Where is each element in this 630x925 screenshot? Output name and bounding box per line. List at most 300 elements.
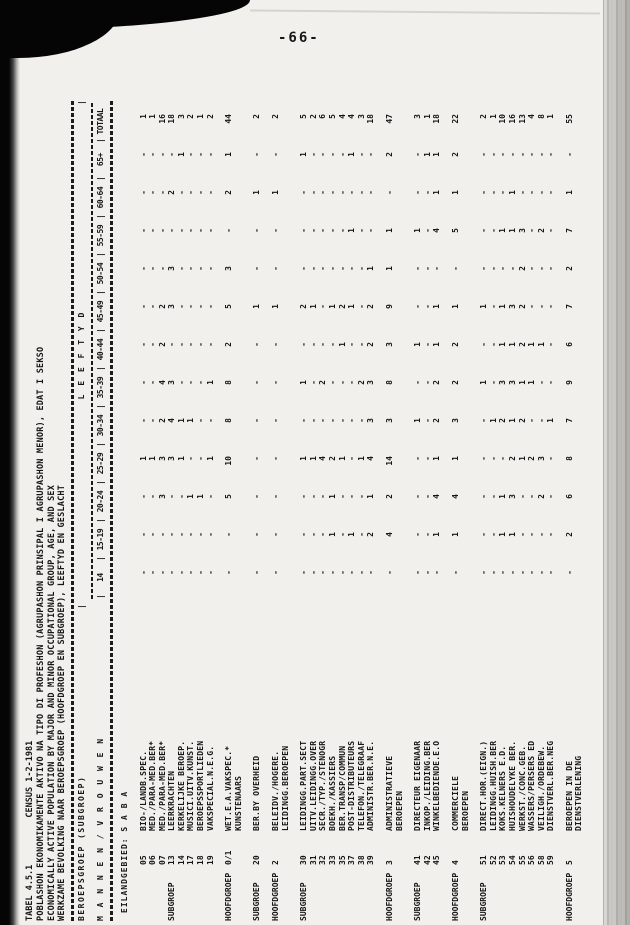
- cell-value: -: [488, 228, 498, 233]
- row-label: VEILIGH./ORDEBEW.: [536, 745, 546, 831]
- cell-value: -: [337, 532, 347, 537]
- page-curl-shadow-corner: [0, 0, 120, 58]
- row-group-prefix: [432, 865, 442, 921]
- cell-value: -: [271, 152, 281, 157]
- cell-value: -: [308, 190, 318, 195]
- cell-value: -: [536, 266, 546, 271]
- cell-value: 1: [299, 456, 309, 461]
- cell-value: 1: [432, 190, 442, 195]
- cell-value: -: [176, 190, 186, 195]
- cell-value: -: [337, 570, 347, 575]
- cell-value: 2: [517, 342, 527, 347]
- cell-value: 1: [507, 190, 517, 195]
- cell-value: -: [422, 418, 432, 423]
- cell-value: 1: [347, 532, 357, 537]
- cell-value: -: [205, 190, 215, 195]
- section-header: EILANDGEBIED: S A B A: [119, 790, 129, 913]
- column-divider: |: [95, 214, 105, 219]
- row-group-prefix: [527, 865, 537, 921]
- row-group-prefix: [347, 865, 357, 921]
- row-group-prefix: SUBGROEP: [167, 882, 177, 921]
- cell-value: -: [517, 532, 527, 537]
- table-row-label-continuation: [395, 101, 405, 921]
- cell-value: -: [527, 266, 537, 271]
- cell-value: 3: [507, 494, 517, 499]
- row-label: BIO-/LANDB.SPEC.: [138, 750, 148, 831]
- cell-value: -: [507, 570, 517, 575]
- cell-value: -: [252, 342, 262, 347]
- row-label: WINKELBEDIENDE.E.O: [432, 740, 442, 831]
- cell-value: -: [205, 570, 215, 575]
- cell-value: 4: [337, 114, 347, 119]
- cell-value: -: [205, 342, 215, 347]
- cell-value: -: [347, 190, 357, 195]
- cell-value: 1: [299, 380, 309, 385]
- cell-value: -: [347, 266, 357, 271]
- row-code: 59: [546, 855, 556, 865]
- cell-value: -: [527, 570, 537, 575]
- age-column-header: [95, 523, 107, 561]
- cell-value: 3: [167, 456, 177, 461]
- cell-value: -: [536, 570, 546, 575]
- age-column-header: [95, 143, 107, 181]
- cell-value: -: [252, 456, 262, 461]
- cell-value: -: [224, 532, 234, 537]
- cell-value: 3: [224, 266, 234, 271]
- cell-value: -: [271, 532, 281, 537]
- row-label: LEERKRACHTEN: [167, 770, 177, 831]
- cell-value: -: [138, 418, 148, 423]
- cell-value: -: [138, 342, 148, 347]
- table-row: [196, 101, 206, 921]
- cell-value: -: [186, 570, 196, 575]
- cell-value: 1: [507, 228, 517, 233]
- cell-value: 3: [167, 304, 177, 309]
- cell-value: 2: [498, 418, 508, 423]
- table-top-rule: [71, 101, 74, 921]
- cell-value: -: [205, 304, 215, 309]
- cell-value: -: [337, 152, 347, 157]
- cell-value: -: [546, 190, 556, 195]
- cell-value: -: [450, 266, 460, 271]
- cell-value: 10: [498, 114, 508, 124]
- cell-value: 8: [536, 114, 546, 119]
- cell-value: 1: [432, 152, 442, 157]
- cell-value: 1: [479, 304, 489, 309]
- cell-value: -: [337, 228, 347, 233]
- cell-value: -: [318, 494, 328, 499]
- cell-value: -: [252, 266, 262, 271]
- column-divider: |: [95, 290, 105, 295]
- cell-value: -: [479, 456, 489, 461]
- cell-value: -: [138, 304, 148, 309]
- cell-value: 3: [536, 456, 546, 461]
- cell-value: -: [527, 304, 537, 309]
- age-header-rule: [91, 101, 93, 599]
- cell-value: 1: [252, 304, 262, 309]
- cell-value: -: [479, 494, 489, 499]
- header-divider: [95, 101, 107, 105]
- row-label: BOEKH./KASSIERS: [328, 755, 337, 831]
- row-code: 31: [308, 855, 318, 865]
- cell-value: -: [479, 532, 489, 537]
- cell-value: -: [488, 570, 498, 575]
- cell-value: -: [148, 152, 158, 157]
- cell-value: 1: [176, 418, 186, 423]
- row-code: 30: [299, 855, 309, 865]
- cell-value: -: [205, 494, 215, 499]
- row-code: [395, 831, 405, 865]
- row-code: 32: [318, 855, 328, 865]
- cell-value: 1: [450, 532, 460, 537]
- cell-value: 4: [157, 380, 167, 385]
- age-column-label: 20-24: [95, 490, 105, 513]
- cell-value: -: [356, 418, 366, 423]
- cell-value: 3: [366, 418, 376, 423]
- table-body: [139, 101, 585, 921]
- age-column-label: 25-29: [95, 452, 105, 475]
- cell-value: 5: [224, 304, 234, 309]
- row-group-prefix: [574, 865, 584, 921]
- row-label-line2: LEIDINGG.BEROEPEN: [280, 745, 290, 831]
- row-group-prefix: [498, 865, 508, 921]
- row-code: 5: [564, 860, 574, 865]
- row-group-prefix: [508, 865, 518, 921]
- cell-value: -: [176, 304, 186, 309]
- cell-value: -: [138, 152, 148, 157]
- table-row: [158, 101, 168, 921]
- cell-value: 1: [422, 114, 432, 119]
- cell-value: 2: [205, 114, 215, 119]
- cell-value: -: [186, 380, 196, 385]
- cell-value: 1: [527, 380, 537, 385]
- cell-value: 5: [299, 114, 309, 119]
- age-column-header: [95, 485, 107, 523]
- cell-value: -: [366, 228, 376, 233]
- row-label: ADMINISTRATIEVE: [384, 755, 394, 831]
- cell-value: -: [356, 190, 366, 195]
- cell-value: 1: [224, 152, 234, 157]
- row-label-line2: BEROEPEN: [460, 790, 470, 831]
- cell-value: -: [157, 190, 167, 195]
- cell-value: -: [536, 532, 546, 537]
- cell-value: -: [347, 456, 357, 461]
- cell-value: -: [148, 570, 158, 575]
- sex-header: M A N N E N / V R O U W E N: [95, 736, 105, 921]
- table-row: [186, 101, 196, 921]
- cell-value: 3: [167, 380, 177, 385]
- cell-value: 1: [546, 114, 556, 119]
- cell-value: -: [337, 190, 347, 195]
- cell-value: -: [413, 266, 423, 271]
- cell-value: 2: [356, 380, 366, 385]
- age-column-header: [95, 447, 107, 485]
- row-group-prefix: HOOFDGROEP: [224, 872, 234, 921]
- table-number-label: TABEL 4.5.1: [25, 864, 35, 921]
- cell-value: -: [308, 380, 318, 385]
- cell-value: -: [479, 190, 489, 195]
- row-label: MED./PARA-MED.BER*: [157, 740, 167, 831]
- row-code: 35: [337, 855, 347, 865]
- cell-value: -: [186, 152, 196, 157]
- cell-value: 1: [488, 418, 498, 423]
- cell-value: -: [536, 152, 546, 157]
- column-divider: |: [95, 480, 105, 485]
- cell-value: -: [308, 494, 318, 499]
- cell-value: 1: [328, 304, 337, 309]
- cell-value: -: [413, 494, 423, 499]
- row-group-prefix: [158, 865, 168, 921]
- cell-value: -: [224, 570, 234, 575]
- cell-value: 10: [224, 456, 234, 466]
- cell-value: 3: [450, 418, 460, 423]
- age-group-header: L E E F T Y D: [76, 310, 86, 400]
- cell-value: -: [176, 380, 186, 385]
- column-divider: |: [95, 252, 105, 257]
- header-divider: |: [76, 100, 86, 105]
- cell-value: -: [337, 380, 347, 385]
- title-english: ECONOMICALLY ACTIVE POPULATION BY MAJOR AND MINOR OCCUPATIONAL GROUP, AGE, AND SEX: [46, 484, 57, 921]
- cell-value: -: [148, 228, 158, 233]
- cell-value: 2: [366, 532, 376, 537]
- cell-value: 3: [157, 456, 167, 461]
- cell-value: 1: [432, 532, 442, 537]
- cell-value: -: [167, 228, 177, 233]
- cell-value: -: [328, 418, 337, 423]
- table-row: [328, 101, 338, 921]
- cell-value: 5: [328, 114, 337, 119]
- cell-value: 2: [186, 114, 196, 119]
- cell-value: -: [546, 494, 556, 499]
- cell-value: 22: [450, 114, 460, 124]
- cell-value: -: [328, 342, 337, 347]
- cell-value: 55: [564, 114, 574, 124]
- age-column-label: 30-34: [95, 414, 105, 437]
- cell-value: 1: [498, 304, 508, 309]
- cell-value: -: [498, 266, 508, 271]
- row-code: 13: [167, 855, 177, 865]
- table-row: [546, 101, 556, 921]
- cell-value: -: [366, 570, 376, 575]
- cell-value: -: [299, 532, 309, 537]
- cell-value: 2: [450, 380, 460, 385]
- cell-value: 1: [356, 456, 366, 461]
- cell-value: 1: [517, 380, 527, 385]
- cell-value: -: [328, 190, 337, 195]
- cell-value: -: [337, 494, 347, 499]
- table-row: [167, 101, 177, 921]
- cell-value: -: [527, 152, 537, 157]
- cell-value: -: [205, 152, 215, 157]
- cell-value: -: [337, 418, 347, 423]
- cell-value: -: [413, 532, 423, 537]
- cell-value: -: [157, 532, 167, 537]
- cell-value: 1: [328, 532, 337, 537]
- cell-value: 1: [196, 114, 206, 119]
- cell-value: 2: [450, 342, 460, 347]
- row-code: [234, 831, 244, 865]
- cell-value: -: [488, 456, 498, 461]
- cell-value: -: [498, 570, 508, 575]
- cell-value: -: [328, 228, 337, 233]
- cell-value: -: [308, 342, 318, 347]
- row-label: WET.E.A.VAKSPEC.*: [224, 745, 234, 831]
- row-code: 06: [148, 855, 158, 865]
- cell-value: -: [176, 532, 186, 537]
- column-divider: |: [95, 442, 105, 447]
- cell-value: -: [186, 304, 196, 309]
- cell-value: 1: [271, 190, 281, 195]
- cell-value: -: [488, 380, 498, 385]
- row-group-prefix: SUBGROEP: [299, 882, 309, 921]
- cell-value: 2: [299, 304, 309, 309]
- cell-value: -: [536, 418, 546, 423]
- rotated-table-block: [24, 101, 602, 921]
- cell-value: -: [546, 152, 556, 157]
- age-column-label: 50-54: [95, 262, 105, 285]
- cell-value: -: [488, 304, 498, 309]
- table-header-row-2: [95, 101, 107, 921]
- cell-value: 2: [517, 304, 527, 309]
- cell-value: 5: [450, 228, 460, 233]
- cell-value: -: [252, 570, 262, 575]
- cell-value: 1: [527, 342, 537, 347]
- table-header-bottom-rule: [110, 101, 113, 921]
- cell-value: -: [148, 418, 158, 423]
- cell-value: -: [413, 456, 423, 461]
- row-code: 14: [176, 855, 186, 865]
- cell-value: 1: [176, 456, 186, 461]
- title-papiamento: POBLASHON EKONOMIKAMENTE AKTIVO NA TIPO DI PROFESHON (AGRUPASHON PRINSIPAL I AGRUPASHON MENOR), EDAT I SEKSO: [36, 346, 46, 921]
- row-label: TELEFON./TELEGRAAF: [356, 740, 366, 831]
- cell-value: 4: [450, 494, 460, 499]
- cell-value: -: [252, 228, 262, 233]
- cell-value: -: [271, 456, 281, 461]
- cell-value: -: [196, 418, 206, 423]
- row-group-prefix: SUBGROEP: [252, 882, 262, 921]
- cell-value: 2: [157, 304, 167, 309]
- cell-value: 1: [337, 456, 347, 461]
- row-label: BER.BY OVERHEID: [252, 755, 262, 831]
- cell-value: -: [318, 532, 328, 537]
- cell-value: -: [196, 152, 206, 157]
- cell-value: -: [422, 228, 432, 233]
- cell-value: -: [546, 380, 556, 385]
- cell-value: -: [479, 418, 489, 423]
- table-row-label-continuation: [461, 101, 471, 921]
- cell-value: 3: [413, 114, 423, 119]
- cell-value: 2: [252, 114, 262, 119]
- cell-value: 6: [318, 114, 328, 119]
- row-group-prefix: [309, 865, 319, 921]
- column-divider: |: [95, 518, 105, 523]
- cell-value: -: [299, 228, 309, 233]
- cell-value: -: [413, 570, 423, 575]
- cell-value: -: [422, 570, 432, 575]
- cell-value: -: [271, 418, 281, 423]
- cell-value: -: [205, 532, 215, 537]
- cell-value: 18: [167, 114, 177, 124]
- cell-value: -: [157, 152, 167, 157]
- table-row: [177, 101, 187, 921]
- cell-value: 4: [318, 456, 328, 461]
- cell-value: 2: [167, 190, 177, 195]
- row-group-prefix: [423, 865, 433, 921]
- column-divider: |: [95, 138, 105, 143]
- row-group-prefix: [234, 865, 244, 921]
- cell-value: -: [498, 190, 508, 195]
- row-code: 45: [432, 855, 442, 865]
- cell-value: 2: [384, 152, 394, 157]
- cell-value: 4: [432, 494, 442, 499]
- cell-value: -: [318, 342, 328, 347]
- cell-value: -: [176, 228, 186, 233]
- cell-value: 1: [308, 304, 318, 309]
- row-code: 41: [413, 855, 423, 865]
- cell-value: -: [479, 228, 489, 233]
- age-column-label: 35-39: [95, 376, 105, 399]
- cell-value: 4: [347, 114, 357, 119]
- cell-value: 2: [366, 342, 376, 347]
- cell-value: -: [356, 228, 366, 233]
- table-row: [565, 101, 575, 921]
- cell-value: 2: [224, 342, 234, 347]
- column-divider: |: [95, 366, 105, 371]
- cell-value: -: [356, 494, 366, 499]
- cell-value: 2: [536, 228, 546, 233]
- cell-value: -: [422, 532, 432, 537]
- cell-value: 1: [422, 152, 432, 157]
- cell-value: -: [347, 380, 357, 385]
- row-code: 20: [252, 855, 262, 865]
- row-group-prefix: [518, 865, 528, 921]
- row-code: 52: [488, 855, 498, 865]
- column-divider: |: [95, 594, 105, 599]
- cell-value: -: [308, 228, 318, 233]
- cell-value: -: [308, 570, 318, 575]
- cell-value: -: [299, 190, 309, 195]
- cell-value: -: [138, 532, 148, 537]
- cell-value: 1: [546, 418, 556, 423]
- cell-value: -: [299, 266, 309, 271]
- table-meta-line: [24, 101, 36, 921]
- cell-value: 1: [498, 494, 508, 499]
- cell-value: 2: [337, 304, 347, 309]
- cell-value: -: [347, 494, 357, 499]
- cell-value: -: [167, 494, 177, 499]
- table-row-label-continuation: [281, 101, 291, 921]
- table-row: [206, 101, 216, 921]
- row-code: 18: [196, 855, 206, 865]
- cell-value: -: [318, 152, 328, 157]
- table-row: [366, 101, 376, 921]
- cell-value: 1: [450, 456, 460, 461]
- row-code: 38: [356, 855, 366, 865]
- table-row: [432, 101, 442, 921]
- table-row: [413, 101, 423, 921]
- row-code: 56: [527, 855, 537, 865]
- cell-value: -: [196, 380, 206, 385]
- cell-value: -: [413, 190, 423, 195]
- row-group-prefix: [328, 865, 338, 921]
- cell-value: -: [138, 494, 148, 499]
- cell-value: -: [157, 570, 167, 575]
- age-column-label: 14: [95, 573, 105, 582]
- cell-value: -: [205, 228, 215, 233]
- row-code: 53: [498, 855, 508, 865]
- cell-value: -: [337, 266, 347, 271]
- row-group-prefix: [206, 865, 216, 921]
